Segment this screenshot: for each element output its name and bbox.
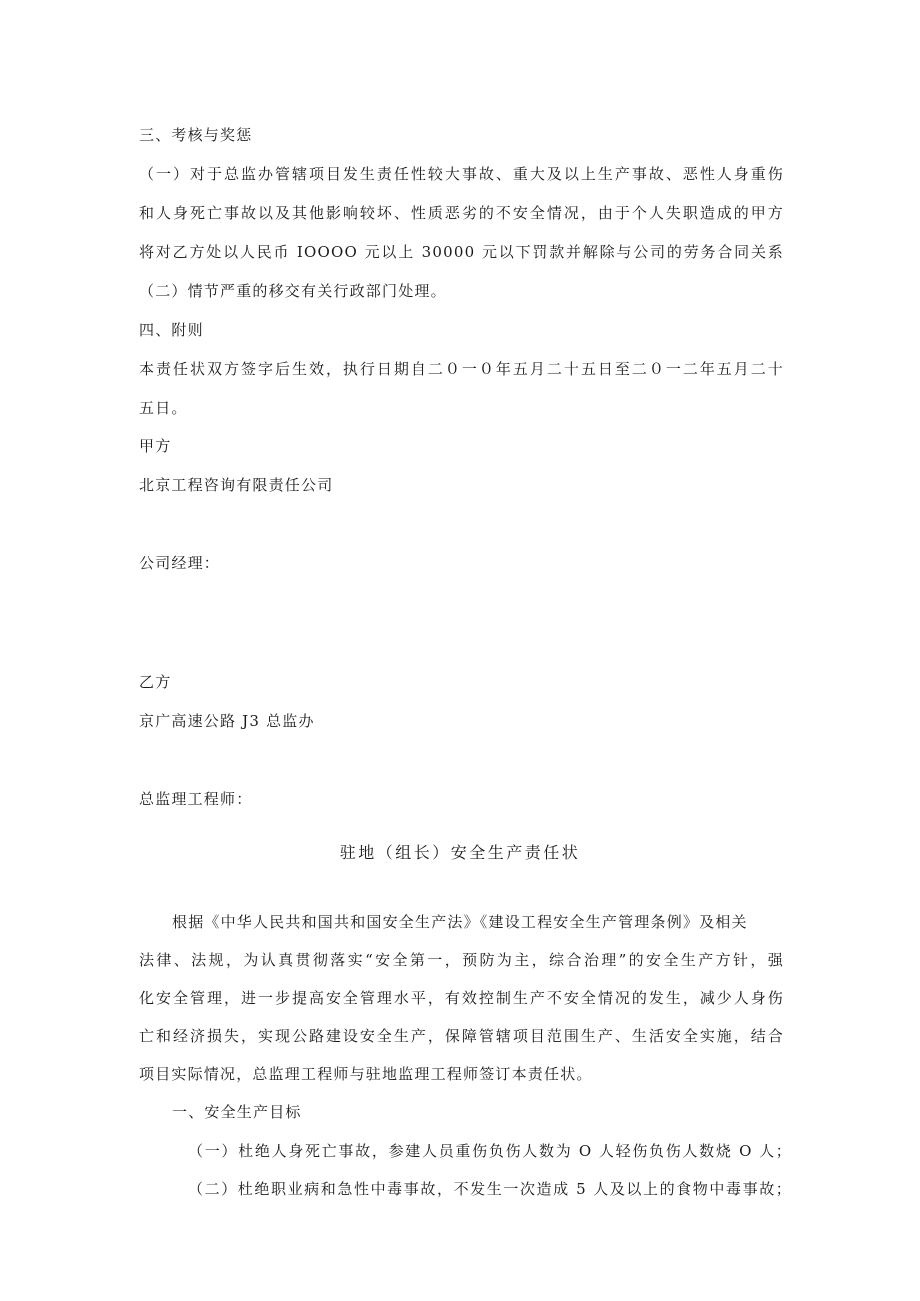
doc2-intro-line1: 根据《中华人民共和国共和国安全生产法》《建设工程安全生产管理条例》及相关 — [172, 913, 748, 931]
doc2-goal-heading: 一、安全生产目标 — [172, 1103, 302, 1121]
doc2-intro-line2: 法律、法规，为认真贯彻落实“安全第一，预防为主，综合治理”的安全生产方针，强 — [139, 951, 784, 969]
doc2-intro-line5: 项目实际情况，总监理工程师与驻地监理工程师签订本责任状。 — [139, 1065, 593, 1083]
section4-heading: 四、附则 — [139, 321, 204, 339]
section3-item1-line2: 和人身死亡事故以及其他影响较坏、性质恶劣的不安全情况，由于个人失职造成的甲方 — [139, 204, 784, 222]
party-a-label: 甲方 — [139, 437, 172, 455]
doc2-intro-line4: 亡和经济损失，实现公路建设安全生产，保障管辖项目范围生产、生活安全实施，结合 — [139, 1027, 784, 1045]
doc2-intro-line3: 化安全管理，进一步提高安全管理水平，有效控制生产不安全情况的发生，减少人身伤 — [139, 989, 784, 1007]
party-b-label: 乙方 — [139, 673, 172, 691]
section3-item1-line1: （一）对于总监办管辖项目发生责任性较大事故、重大及以上生产事故、恶性人身重伤 — [139, 165, 784, 183]
section4-effective-line1: 本责任状双方签字后生效，执行日期自二０一０年五月二十五日至二０一二年五月二十 — [139, 360, 784, 378]
section3-item2: （二）情节严重的移交有关行政部门处理。 — [139, 282, 447, 300]
party-b-company: 京广高速公路 J3 总监办 — [139, 712, 315, 730]
doc2-goal-item1: （一）杜绝人身死亡事故，参建人员重伤负伤人数为 O 人轻伤负伤人数烧 O 人； — [188, 1142, 792, 1160]
party-a-signer: 公司经理： — [139, 554, 221, 572]
party-a-company: 北京工程咨询有限责任公司 — [139, 476, 334, 494]
doc2-title: 驻地（组长）安全生产责任状 — [339, 843, 581, 862]
section3-item1-line3: 将对乙方处以人民币 IOOOO 元以上 30000 元以下罚款并解除与公司的劳务合同关系 — [139, 243, 784, 261]
party-b-signer: 总监理工程师： — [139, 790, 253, 808]
section4-effective-line2: 五日。 — [139, 399, 188, 417]
section3-heading: 三、考核与奖惩 — [139, 126, 253, 144]
doc2-goal-item2: （二）杜绝职业病和急性中毒事故，不发生一次造成 5 人及以上的食物中毒事故； — [188, 1180, 792, 1198]
